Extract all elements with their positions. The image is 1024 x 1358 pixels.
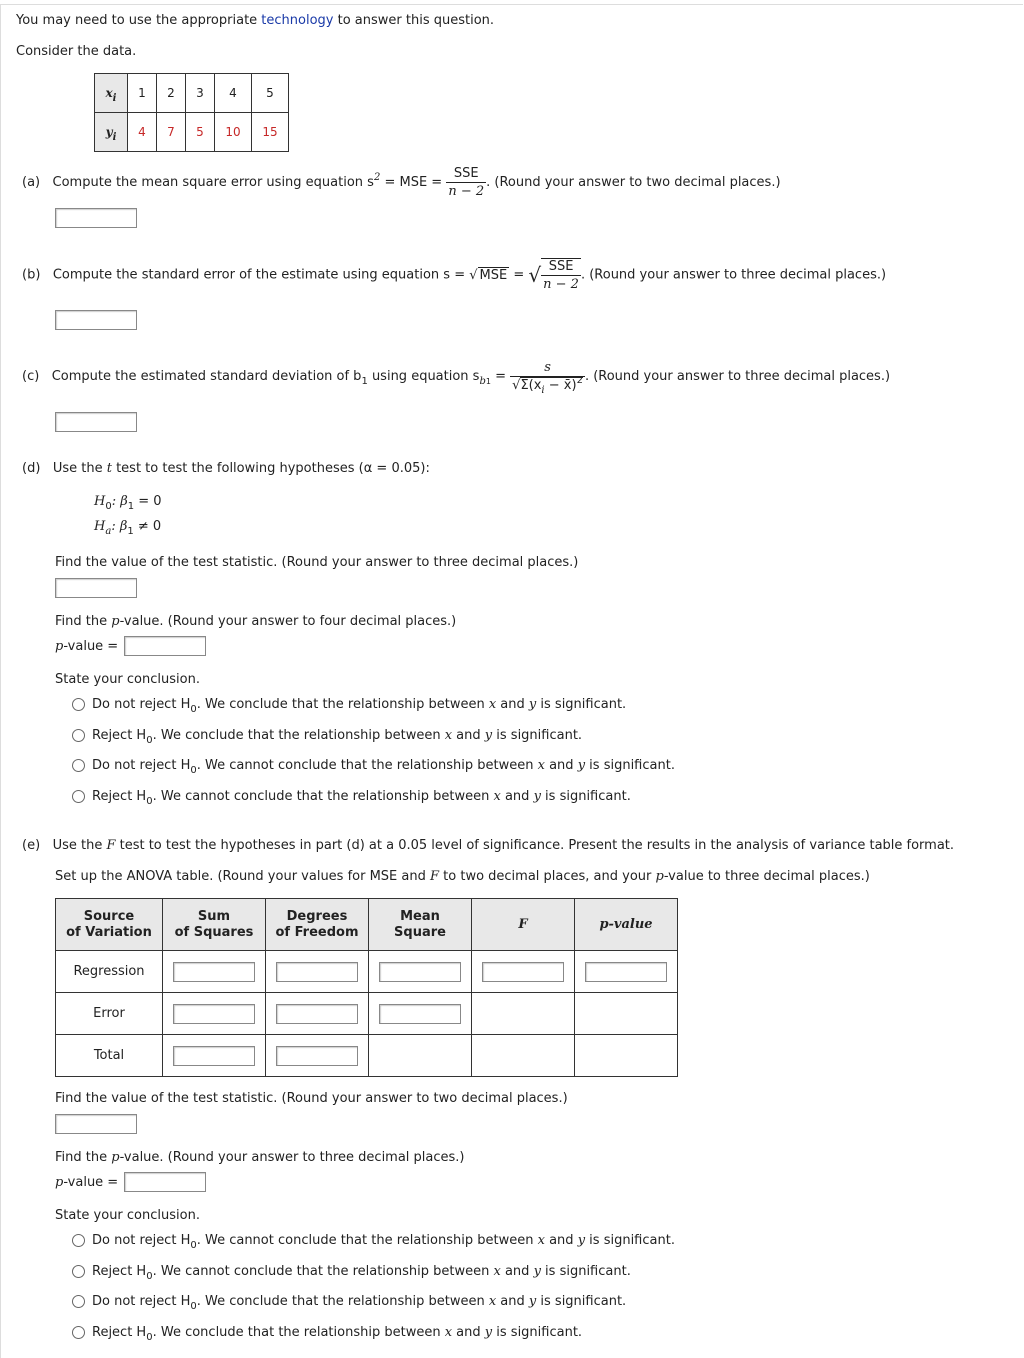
regression-ms-input[interactable] bbox=[379, 962, 461, 982]
part-e-option-2[interactable]: Reject $H_0$. We cannot conclude that the relationship between x and y is significant. bbox=[92, 1264, 631, 1282]
intro-pre: You may need to use the appropriate bbox=[16, 13, 262, 28]
row-label-error: Error bbox=[56, 993, 163, 1035]
part-d-option-4[interactable]: Reject $H_0$. We cannot conclude that the relationship between x and y is significant. bbox=[92, 789, 631, 807]
row-label-regression: Regression bbox=[56, 951, 163, 993]
part-d-option-2-radio[interactable] bbox=[72, 729, 85, 742]
sqrt-mse: √ MSE bbox=[469, 267, 508, 283]
anova-header-row bbox=[56, 899, 678, 951]
part-e-option-3-radio[interactable] bbox=[72, 1295, 85, 1308]
part-e-option-3[interactable]: Do not reject $H_0$. We conclude that the relationship between x and y is significant. bbox=[92, 1294, 627, 1312]
part-b-prompt: (b) Compute the standard error of the estimate using equation s = √ MSE = √ $\frac{\text{SSE}}{n - 2}$ . (Round your answer to three decimal places.) bbox=[22, 259, 887, 292]
f-statistic-input[interactable] bbox=[55, 1114, 137, 1134]
part-e-p-label: p-value = bbox=[55, 1175, 119, 1190]
part-d-prompt: (d) Use the t test to test the following hypotheses (α = 0.05): bbox=[22, 461, 430, 476]
part-c-prompt: (c) Compute the estimated standard deviation of $b_1$ using equation $s_{b1}$ = $\frac{s}{√\Sigma(x_i - x̄)^2}$ . (Round your answer to three decimal places.) bbox=[22, 360, 891, 396]
x-header: $x_i$ bbox=[95, 74, 128, 113]
header-f: F bbox=[472, 899, 575, 951]
error-ms-input[interactable] bbox=[379, 1004, 461, 1024]
part-d-option-3[interactable]: Do not reject $H_0$. We cannot conclude that the relationship between x and y is significant. bbox=[92, 758, 675, 776]
t-test-p-value-input[interactable] bbox=[124, 636, 206, 656]
error-p-empty bbox=[575, 993, 678, 1035]
consider-text: Consider the data. bbox=[16, 44, 137, 59]
regression-df-input[interactable] bbox=[276, 962, 358, 982]
part-a-prompt: (a) Compute the mean square error using equation $s^2$ = MSE = $\frac{\text{SSE}}{n - 2}$ . (Round your answer to two decimal places.) bbox=[22, 166, 781, 199]
regression-f-input[interactable] bbox=[482, 962, 564, 982]
y-value-1: 4 bbox=[128, 113, 157, 152]
x-value-1: 1 bbox=[128, 74, 157, 113]
null-hypothesis: $H_0$: $\beta_1 = 0$ bbox=[94, 494, 162, 512]
part-e-option-1-radio[interactable] bbox=[72, 1234, 85, 1247]
anova-row-total bbox=[56, 1035, 678, 1077]
header-p-value: p-value bbox=[575, 899, 678, 951]
data-table bbox=[94, 73, 289, 152]
part-e-option-4[interactable]: Reject $H_0$. We conclude that the relationship between x and y is significant. bbox=[92, 1325, 583, 1343]
part-c-label: (c) bbox=[22, 369, 40, 384]
part-e-option-4-radio[interactable] bbox=[72, 1326, 85, 1339]
x-row bbox=[95, 74, 289, 113]
anova-table bbox=[55, 898, 678, 1077]
regression-ss-input[interactable] bbox=[173, 962, 255, 982]
part-e-stat-text: Find the value of the test statistic. (Round your answer to two decimal places.) bbox=[55, 1091, 568, 1106]
standard-error-input[interactable] bbox=[55, 310, 137, 330]
t-statistic-input[interactable] bbox=[55, 578, 137, 598]
error-df-input[interactable] bbox=[276, 1004, 358, 1024]
part-e-option-1[interactable]: Do not reject $H_0$. We cannot conclude that the relationship between x and y is significant. bbox=[92, 1233, 675, 1251]
mse-input[interactable] bbox=[55, 208, 137, 228]
part-b-label: (b) bbox=[22, 267, 41, 283]
f-test-p-value-input[interactable] bbox=[124, 1172, 206, 1192]
x-value-4: 4 bbox=[215, 74, 252, 113]
header-degrees-of-freedom: Degrees of Freedom bbox=[266, 899, 369, 951]
regression-p-value-input[interactable] bbox=[585, 962, 667, 982]
y-row bbox=[95, 113, 289, 152]
part-e-p-text: Find the p-value. (Round your answer to three decimal places.) bbox=[55, 1150, 465, 1165]
anova-row-regression bbox=[56, 951, 678, 993]
intro-text bbox=[16, 13, 494, 28]
part-d-option-1-radio[interactable] bbox=[72, 698, 85, 711]
part-d-p-text: Find the p-value. (Round your answer to four decimal places.) bbox=[55, 614, 457, 629]
total-ss-input[interactable] bbox=[173, 1046, 255, 1066]
y-value-3: 5 bbox=[186, 113, 215, 152]
part-d-conclusion-label: State your conclusion. bbox=[55, 672, 200, 687]
total-p-empty bbox=[575, 1035, 678, 1077]
anova-setup-text: Set up the ANOVA table. (Round your values for MSE and F to two decimal places, and your p-value to three decimal places.) bbox=[55, 869, 870, 884]
total-df-input[interactable] bbox=[276, 1046, 358, 1066]
part-d-option-4-radio[interactable] bbox=[72, 790, 85, 803]
y-header: $y_i$ bbox=[95, 113, 128, 152]
part-d-label: (d) bbox=[22, 461, 41, 476]
part-d-option-1[interactable]: Do not reject $H_0$. We conclude that the relationship between x and y is significant. bbox=[92, 697, 627, 715]
header-mean-square: Mean Square bbox=[369, 899, 472, 951]
part-d-option-3-radio[interactable] bbox=[72, 759, 85, 772]
alternative-hypothesis: $H_a$: $\beta_1 \ne 0$ bbox=[94, 519, 162, 537]
y-value-5: 15 bbox=[252, 113, 289, 152]
part-d-stat-text: Find the value of the test statistic. (Round your answer to three decimal places.) bbox=[55, 555, 579, 570]
sb1-input[interactable] bbox=[55, 412, 137, 432]
part-d-option-2[interactable]: Reject $H_0$. We conclude that the relationship between x and y is significant. bbox=[92, 728, 583, 746]
x-value-2: 2 bbox=[157, 74, 186, 113]
part-e-option-2-radio[interactable] bbox=[72, 1265, 85, 1278]
header-sum-of-squares: Sum of Squares bbox=[163, 899, 266, 951]
sqrt-sse-fraction: √ bbox=[528, 263, 542, 287]
x-value-5: 5 bbox=[252, 74, 289, 113]
y-value-4: 10 bbox=[215, 113, 252, 152]
part-a-label: (a) bbox=[22, 175, 41, 190]
intro-post: to answer this question. bbox=[333, 13, 495, 28]
total-ms-empty bbox=[369, 1035, 472, 1077]
part-e-conclusion-label: State your conclusion. bbox=[55, 1208, 200, 1223]
part-d-p-label: p-value = bbox=[55, 639, 119, 654]
x-value-3: 3 bbox=[186, 74, 215, 113]
error-f-empty bbox=[472, 993, 575, 1035]
row-label-total: Total bbox=[56, 1035, 163, 1077]
sb1-fraction: $\frac{s}{√\Sigma(x_i - x̄)^2}$ bbox=[512, 360, 583, 396]
part-e-label: (e) bbox=[22, 838, 41, 853]
y-value-2: 7 bbox=[157, 113, 186, 152]
anova-row-error bbox=[56, 993, 678, 1035]
error-ss-input[interactable] bbox=[173, 1004, 255, 1024]
total-f-empty bbox=[472, 1035, 575, 1077]
technology-link[interactable]: technology bbox=[261, 13, 334, 28]
sse-fraction: $\frac{\text{SSE}}{n - 2}$ bbox=[448, 166, 485, 199]
header-source: Source of Variation bbox=[56, 899, 163, 951]
part-e-prompt: (e) Use the F test to test the hypotheses in part (d) at a 0.05 level of significance. Present the results in the analysis of variance table format. bbox=[22, 838, 955, 853]
